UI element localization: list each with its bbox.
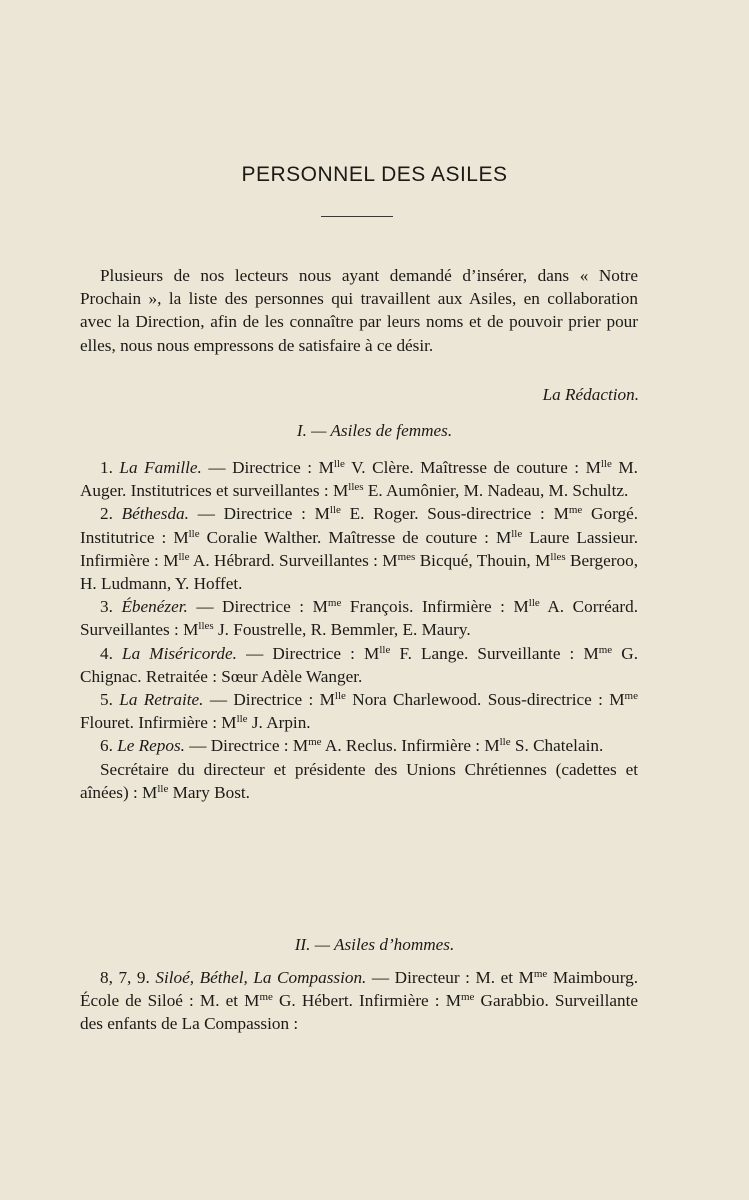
entry-paragraph: 5. La Retraite. — Directrice : $M^{lle}$ Nora Charlewood. Sous-directrice : $M^{me}$ Flouret. Infirmière : $M^{lle}$ J. Arpin. bbox=[80, 690, 638, 733]
intro-paragraph: Plusieurs de nos lecteurs nous ayant demandé d’insérer, dans « Notre Prochain », la liste des personnes qui travaillent aux Asiles, en collaboration avec la Direction, afin de les connaître par leurs noms et de pouvoir prier pour elles, nous nous empressons de satisfaire à ce désir. bbox=[80, 266, 638, 355]
asile-name: La Retraite. bbox=[119, 690, 204, 710]
entry-paragraph: Secrétaire du directeur et présidente des Unions Chrétiennes (cadettes et aînées) : $M^{lle}$ Mary Bost. bbox=[80, 759, 638, 802]
entries-men bbox=[80, 966, 638, 1036]
entry-paragraph: 4. La Miséricorde. — Directrice : $M^{lle}$ F. Lange. Surveillante : $M^{me}$ G. Chignac. Retraitée : Sœur Adèle Wanger. bbox=[80, 643, 639, 686]
entry-paragraph: 3. Ébenézer. — Directrice : $M^{me}$ François. Infirmière : $M^{lle}$ A. Corréard. Surveillantes : $M^{lles}$ J. Foustrelle, R. Bemmler, E. Maury. bbox=[80, 597, 639, 640]
entry-paragraph: 2. Béthesda. — Directrice : $M^{lle}$ E. Roger. Sous-directrice : $M^{me}$ Gorgé. Institutrice : $M^{lle}$ Coralie Walther. Maîtresse de couture : $M^{lle}$ Laure Lassieur. Infirmière : $M^{lle}$ A. Hébrard. Surveillantes : $M^{mes}$ Bicqué, Thouin, $M^{lles}$ Bergeroo, H. Ludmann, Y. Hoffet. bbox=[80, 504, 639, 594]
asile-name: Béthesda. bbox=[121, 504, 189, 524]
asile-name: La Miséricorde. bbox=[122, 643, 237, 663]
entry-paragraph: 6. Le Repos. — Directrice : $M^{me}$ A. Reclus. Infirmière : $M^{lle}$ S. Chatelain. bbox=[100, 736, 604, 756]
title-rule bbox=[321, 216, 393, 217]
page-title: PERSONNEL DES ASILES bbox=[241, 163, 508, 186]
asile-name: Ébenézer. bbox=[121, 597, 188, 617]
asile-name: Siloé, Béthel, La Compassion. bbox=[155, 968, 367, 987]
asile-name: La Famille. bbox=[119, 458, 202, 477]
signature: La Rédaction. bbox=[542, 385, 639, 404]
section-heading-women: I. — Asiles de femmes. bbox=[296, 421, 453, 440]
entries-women bbox=[80, 456, 638, 804]
entry-paragraph: 8, 7, 9. Siloé, Béthel, La Compassion. — Directeur : M. et $M^{me}$ Maimbourg. École de Siloé : M. et $M^{me}$ G. Hébert. Infirmière : $M^{me}$ Garabbio. Surveillante des enfants de La Compassion : bbox=[80, 968, 639, 1034]
section-heading-men: II. — Asiles d’hommes. bbox=[294, 935, 455, 954]
entry-paragraph: 1. La Famille. — Directrice : $M^{lle}$ V. Clère. Maîtresse de couture : $M^{lle}$ M. Auger. Institutrices et surveillantes : $M^{lles}$ E. Aumônier, M. Nadeau, M. Schultz. bbox=[80, 458, 638, 501]
asile-name: Le Repos. bbox=[117, 736, 185, 756]
